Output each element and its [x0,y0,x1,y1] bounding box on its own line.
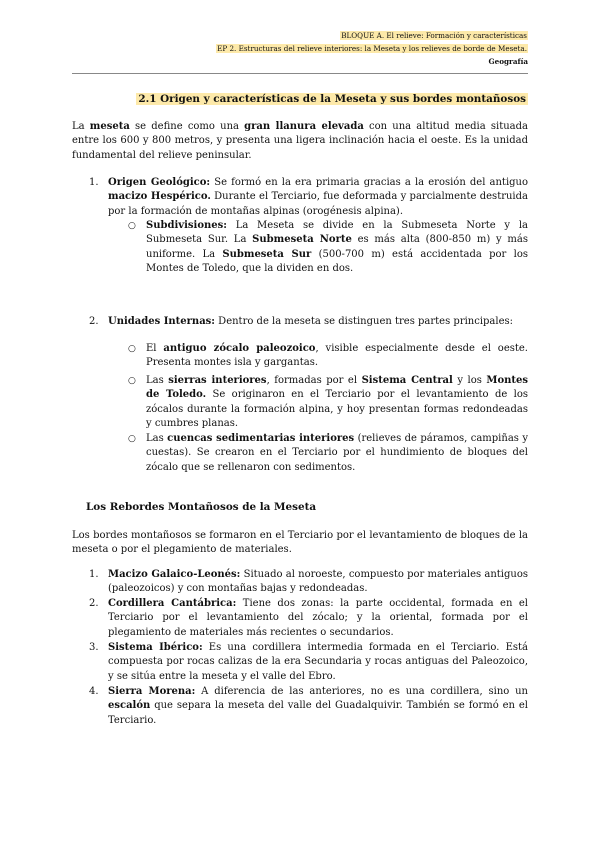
section-title: 2.1 Origen y características de la Meseta y sus bordes montañosos [138,93,526,105]
list-number: 1. [89,569,99,580]
sub-item-cuencas: ○ Las cuencas sedimentarias interiores (relieves de páramos, campiñas y cuestas). Se crearon en el Terciario por el hundimiento de bloques del zócalo que se rellenaron con sedimentos. [128,433,528,473]
bullet-icon: ○ [128,344,136,354]
list-number: 3. [89,642,99,653]
bullet-icon: ○ [128,221,136,231]
list-item-cantabrica: 2. Cordillera Cantábrica: Tiene dos zonas: la parte occidental, formada en el Terciario por el levantamiento del zócalo; y la oriental, formada por el plegamiento de materiales más recientes o secundarios. [89,598,529,638]
bullet-icon: ○ [128,376,136,386]
rebordes-heading: Los Rebordes Montañosos de la Meseta [86,501,317,513]
list-item-origin: 1. Origen Geológico: Se formó en la era primaria gracias a la erosión del antiguo macizo Hespérico. Durante el Terciario, fue deformada y parcialmente destruida por la formación de montañas alpinas (orogénesis alpina). [89,177,529,217]
header-subject: Geografía [488,57,528,66]
list-number: 1. [89,177,99,188]
intro-paragraph: La meseta se define como una gran llanura elevada con una altitud media situada entre los 600 y 800 metros, y presenta una ligera inclinación hacia el oeste. Es la unidad fundamental del relieve peninsular. [72,121,528,161]
sub-item-sierras: ○ Las sierras interiores, formadas por el Sistema Central y los Montes de Toledo. Se originaron en el Terciario por el levantamiento de los zócalos durante la formación alpina, y hoy presentan formas redondeadas y cumbres planas. [128,375,529,430]
header-block-title: BLOQUE A. El relieve: Formación y características [341,31,527,40]
header-divider [72,73,528,74]
list-number: 2. [89,316,99,327]
header-unit-title: EP 2. Estructuras del relieve interiores: la Meseta y los relieves de borde de Meseta. [217,44,527,53]
list-item-iberico: 3. Sistema Ibérico: Es una cordillera intermedia formada en el Terciario. Está compuesta por rocas calizas de la era Secundaria y rocas antiguas del Paleozoico, y se sitúa entre la meseta y el valle del Ebro. [89,642,528,682]
list-number: 2. [89,598,99,609]
rebordes-paragraph: Los bordes montañosos se formaron en el Terciario por el levantamiento de bloques de la meseta o por el plegamiento de materiales. [72,530,528,556]
list-number: 4. [89,686,99,697]
bullet-icon: ○ [128,434,136,444]
sub-item-zocalo: ○ El antiguo zócalo paleozoico, visible especialmente desde el oeste. Presenta montes isla y gargantas. [128,343,528,369]
sub-item-subdivisiones: ○ Subdivisiones: La Meseta se divide en la Submeseta Norte y la Submeseta Sur. La Submeseta Norte es más alta (800-850 m) y más uniforme. La Submeseta Sur (500-700 m) está accidentada por los Montes de Toledo, que la dividen en dos. [128,220,528,275]
list-item-sierra-morena: 4. Sierra Morena: A diferencia de las anteriores, no es una cordillera, sino un escalón que separa la meseta del valle del Guadalquivir. También se formó en el Terciario. [89,686,528,726]
list-item-internal-units: 2. Unidades Internas: Dentro de la meseta se distinguen tres partes principales: [108,315,528,329]
list-item-galaico: 1. Macizo Galaico-Leonés: Situado al noroeste, compuesto por materiales antiguos (paleozoicos) y con montañas bajas y redondeadas. [89,569,528,595]
